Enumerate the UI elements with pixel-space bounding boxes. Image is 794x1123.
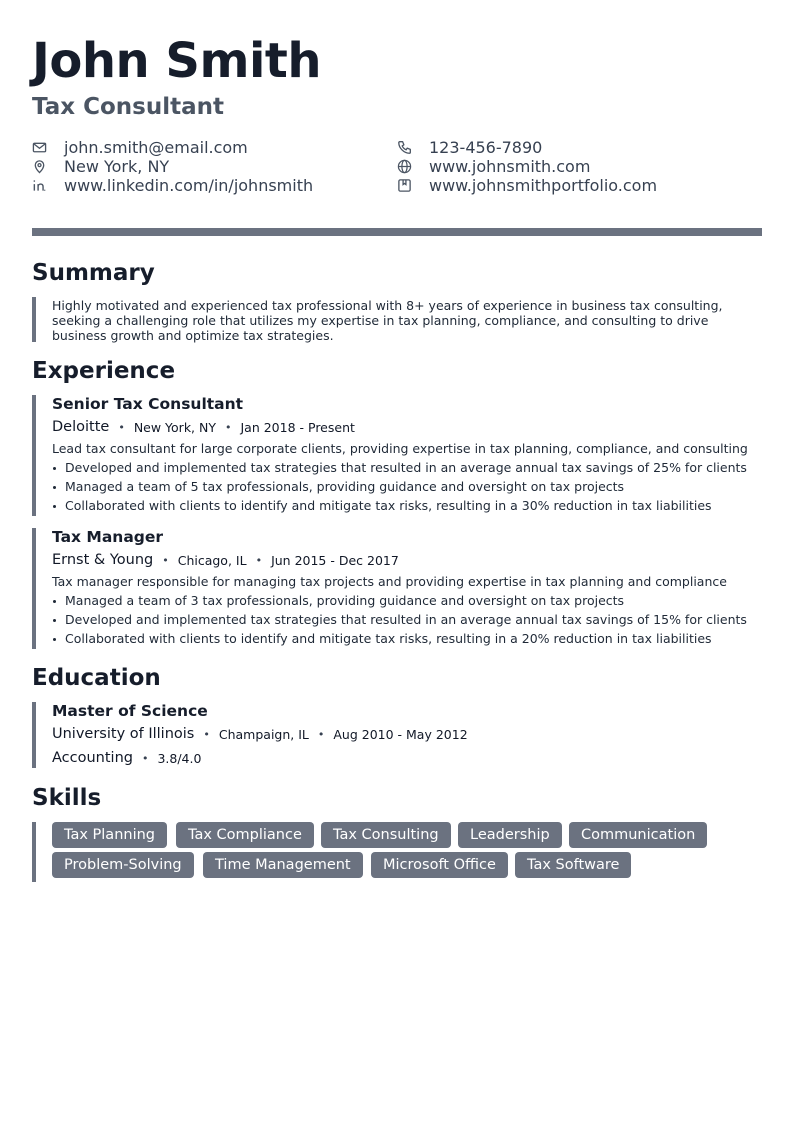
bullet-item: Managed a team of 3 tax professionals, providing guidance and oversight on tax projects bbox=[52, 591, 762, 610]
job-description: Tax manager responsible for managing tax projects and providing expertise in tax planning and compliance bbox=[52, 574, 727, 589]
linkedin-text: www.linkedin.com/in/johnsmith bbox=[64, 176, 314, 195]
separator-dot: • bbox=[317, 727, 325, 741]
field-of-study: Accounting bbox=[52, 750, 133, 766]
job-meta bbox=[52, 415, 762, 439]
candidate-title: Tax Consultant bbox=[32, 94, 224, 120]
degree-title: Master of Science bbox=[52, 702, 208, 720]
location-pin-icon bbox=[32, 159, 47, 174]
contact-location bbox=[32, 157, 169, 176]
linkedin-icon bbox=[32, 178, 47, 193]
skill-tag: Leadership bbox=[458, 822, 562, 848]
contact-linkedin[interactable] bbox=[32, 176, 313, 195]
school-name: University of Illinois bbox=[52, 726, 195, 742]
summary-text: Highly motivated and experienced tax professional with 8+ years of experience in business tax consulting, seeking a challenging role that utilizes my expertise in tax planning, compliance, and consulting to drive business growth and optimize tax strategies. bbox=[52, 298, 723, 343]
gpa: 3.8/4.0 bbox=[157, 750, 202, 766]
skills-heading: Skills bbox=[32, 785, 102, 811]
contact-website[interactable] bbox=[397, 157, 590, 176]
skill-tag: Communication bbox=[569, 822, 707, 848]
separator-dot: • bbox=[255, 553, 263, 567]
skill-tag: Problem-Solving bbox=[52, 852, 194, 878]
location-text: New York, NY bbox=[64, 157, 170, 176]
separator-dot: • bbox=[224, 420, 232, 434]
bullet-item: Developed and implemented tax strategies that resulted in an average annual tax savings of 25% for clients bbox=[52, 458, 762, 477]
separator-dot: • bbox=[141, 751, 149, 765]
skills-block bbox=[32, 822, 762, 882]
mail-icon bbox=[32, 140, 47, 155]
job-role: Senior Tax Consultant bbox=[52, 395, 244, 413]
contact-phone[interactable] bbox=[397, 138, 542, 157]
bullet-item: Developed and implemented tax strategies that resulted in an average annual tax savings of 15% for clients bbox=[52, 610, 762, 629]
summary-heading: Summary bbox=[32, 260, 155, 286]
experience-entry bbox=[32, 395, 762, 516]
contact-info bbox=[32, 138, 762, 198]
bullet-item: Managed a team of 5 tax professionals, providing guidance and oversight on tax projects bbox=[52, 477, 762, 496]
globe-icon bbox=[397, 159, 412, 174]
school-location: Champaign, IL bbox=[218, 726, 309, 742]
portfolio-icon bbox=[397, 178, 412, 193]
summary-block bbox=[32, 297, 762, 342]
job-dates: Jun 2015 - Dec 2017 bbox=[271, 552, 399, 568]
job-meta bbox=[52, 548, 762, 572]
separator-dot: • bbox=[118, 420, 125, 434]
job-role: Tax Manager bbox=[52, 528, 164, 546]
skill-tag: Tax Compliance bbox=[176, 822, 314, 848]
portfolio-text: www.johnsmithportfolio.com bbox=[429, 176, 658, 195]
header-divider bbox=[32, 228, 762, 236]
bullet-item: Collaborated with clients to identify and mitigate tax risks, resulting in a 20% reduction in tax liabilities bbox=[52, 629, 762, 648]
contact-email[interactable] bbox=[32, 138, 248, 157]
education-entry bbox=[32, 702, 762, 768]
separator-dot: • bbox=[203, 727, 210, 741]
website-text: www.johnsmith.com bbox=[429, 157, 591, 176]
education-dates: Aug 2010 - May 2012 bbox=[333, 726, 468, 742]
skill-tag: Time Management bbox=[203, 852, 363, 878]
phone-icon bbox=[397, 140, 412, 155]
job-bullets bbox=[52, 458, 762, 515]
candidate-name: John Smith bbox=[32, 33, 322, 89]
separator-dot: • bbox=[162, 553, 169, 567]
job-dates: Jan 2018 - Present bbox=[240, 419, 355, 435]
experience-heading: Experience bbox=[32, 358, 176, 384]
skill-tag: Tax Consulting bbox=[321, 822, 451, 848]
job-location: New York, NY bbox=[133, 419, 216, 435]
job-description: Lead tax consultant for large corporate clients, providing expertise in tax planning, compliance, and consulting bbox=[52, 441, 748, 456]
job-bullets bbox=[52, 591, 762, 648]
job-company: Deloitte bbox=[52, 419, 110, 435]
skill-tag: Tax Planning bbox=[52, 822, 167, 848]
education-heading: Education bbox=[32, 665, 161, 691]
skill-tag: Tax Software bbox=[515, 852, 631, 878]
skill-tag: Microsoft Office bbox=[371, 852, 508, 878]
contact-portfolio[interactable] bbox=[397, 176, 657, 195]
phone-text: 123-456-7890 bbox=[429, 138, 543, 157]
education-field bbox=[52, 746, 762, 770]
email-text: john.smith@email.com bbox=[64, 138, 248, 157]
experience-entry bbox=[32, 528, 762, 649]
job-location: Chicago, IL bbox=[177, 552, 247, 568]
job-company: Ernst & Young bbox=[52, 552, 154, 568]
education-meta bbox=[52, 722, 762, 746]
bullet-item: Collaborated with clients to identify and mitigate tax risks, resulting in a 30% reduction in tax liabilities bbox=[52, 496, 762, 515]
